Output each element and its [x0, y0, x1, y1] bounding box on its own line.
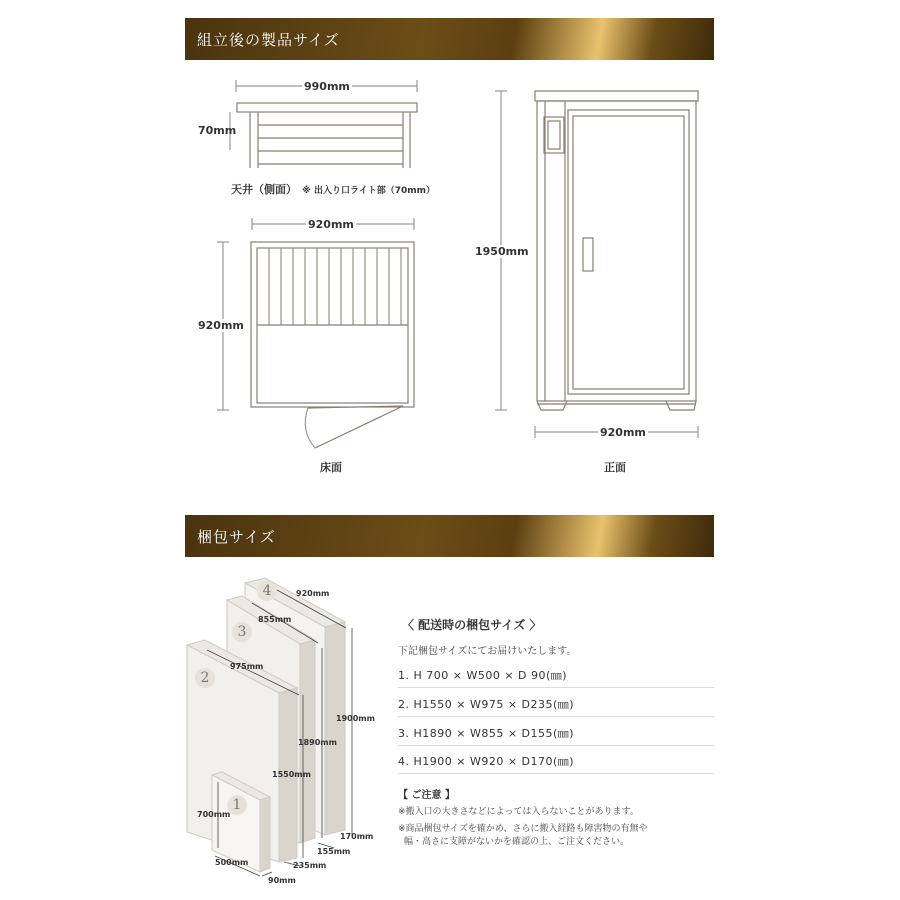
top-view-width-label: 990mm	[304, 80, 350, 93]
box-3-number: 3	[232, 622, 252, 642]
packaging-row	[398, 717, 714, 746]
packaging-row	[398, 688, 714, 717]
top-view-caption-bold: 天井（側面）	[231, 183, 297, 196]
box-3-height-label: 1890mm	[298, 738, 337, 747]
box-4-number: 4	[257, 581, 277, 601]
packaging-row-text: 2. H1550 × W975 × D235(㎜)	[398, 698, 575, 711]
floor-view-depth-label: 920mm	[198, 319, 244, 332]
caution-title: 【 ご注意 】	[398, 790, 455, 801]
box-1-depth-label: 90mm	[268, 876, 296, 885]
top-view-height-label: 70mm	[198, 124, 237, 137]
box-1-width-label: 500mm	[215, 858, 249, 867]
box-1-number: 1	[227, 795, 247, 815]
packaging-row-text: 4. H1900 × W920 × D170(㎜)	[398, 755, 575, 768]
floor-view-width-label: 920mm	[308, 218, 354, 231]
top-view-caption	[231, 178, 435, 197]
box-3-depth-label: 155mm	[317, 847, 351, 856]
packaging-size-banner	[185, 515, 714, 557]
packaging-row	[398, 745, 714, 774]
caution-note-3: 幅・高さに支障がないかを確認の上、ご注文ください。	[404, 837, 630, 847]
box-2-height-label: 1550mm	[272, 770, 311, 779]
box-3-width-label: 855mm	[258, 615, 292, 624]
caution-note-2: ※商品梱包サイズを確かめ、さらに搬入経路も障害物の有無や	[398, 824, 648, 834]
box-2-number: 2	[195, 668, 215, 688]
box-4-width-label: 920mm	[296, 589, 330, 598]
front-view-caption: 正面	[604, 461, 626, 474]
packaging-row-text: 3. H1890 × W855 × D155(㎜)	[398, 727, 575, 740]
box-4-height-label: 1900mm	[336, 714, 375, 723]
top-view-caption-note: ※ 出入り口ライト部（70mm）	[302, 186, 435, 196]
packaging-size-title: 梱包サイズ	[197, 528, 276, 546]
packaging-row-text: 1. H 700 × W500 × D 90(㎜)	[398, 669, 568, 682]
front-view-width-label: 920mm	[600, 426, 646, 439]
caution-note-1: ※搬入口の大きさなどによっては入らないことがあります。	[398, 807, 639, 817]
assembled-size-title: 組立後の製品サイズ	[197, 31, 340, 49]
front-view-height-label: 1950mm	[475, 245, 529, 258]
packaging-info-title: 〈 配送時の梱包サイズ 〉	[402, 618, 542, 632]
floor-view-caption: 床面	[320, 461, 342, 474]
packaging-info-intro: 下記梱包サイズにてお届けいたします。	[398, 646, 577, 657]
box-2-depth-label: 235mm	[293, 861, 327, 870]
box-2-width-label: 975mm	[230, 662, 264, 671]
packaging-row	[398, 659, 714, 688]
box-4-depth-label: 170mm	[340, 832, 374, 841]
box-1-height-label: 700mm	[197, 810, 231, 819]
